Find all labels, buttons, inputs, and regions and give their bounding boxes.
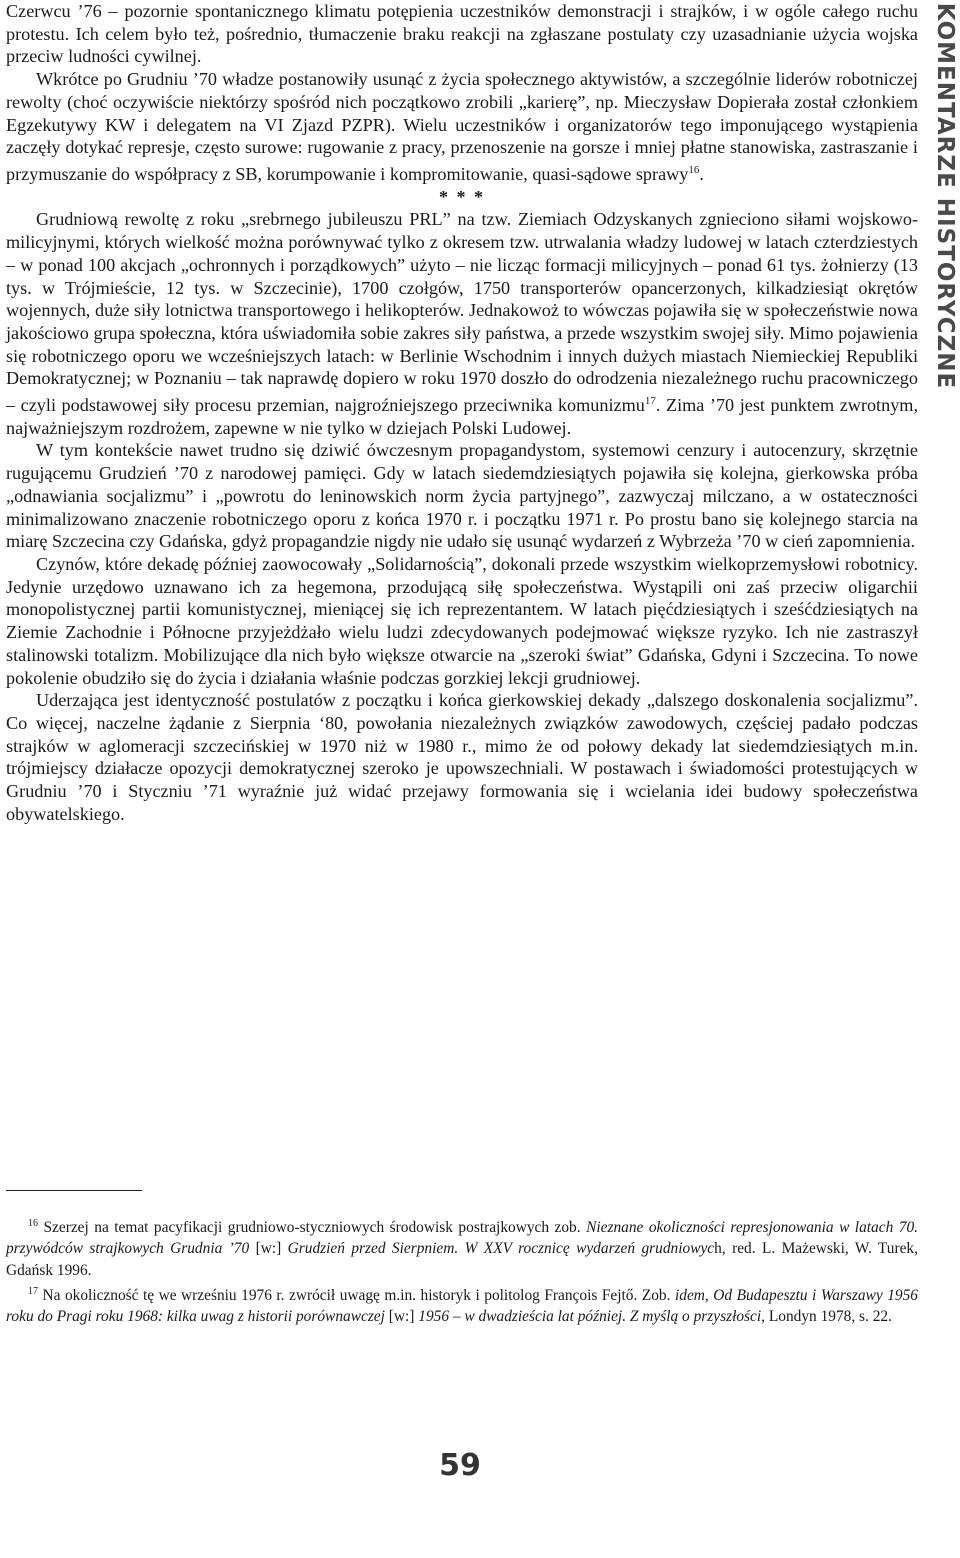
paragraph-2-end: . xyxy=(699,163,704,184)
footnote-separator xyxy=(6,1190,142,1191)
footnote-16-number: 16 xyxy=(28,1218,38,1229)
paragraph-6: Uderzająca jest identyczność postulatów z początku i końca gierkowskiej dekady „dalszego doskonalenia socjalizmu”. Co więcej, naczelne żądanie z Sierpnia ‘80, powołania niezależnych związków zawodowych, częściej padało podczas strajków w aglomeracji szczecińskiej w 1970 niż w 1980 r., mimo że od połowy dekady lat siedemdziesiątych m.in. trójmiejscy działacze opozycji demokratycznej szeroko je upowszechniali. W postawach i świadomości protestujących w Grudniu ’70 i Styczniu ’71 wyraźnie już widać przejawy formowania się i wcielania idei budowy społeczeństwa obywatelskiego. xyxy=(6,690,918,824)
page-number: 59 xyxy=(439,1448,481,1483)
footnote-16 xyxy=(6,1213,918,1281)
footnote-16-title-b: Grudzień przed Sierpniem. W XXV rocznicę wydarzeń grudniowyc xyxy=(287,1240,715,1258)
footnote-17-number: 17 xyxy=(28,1286,38,1298)
paragraph-5: Czynów, które dekadę później zaowocowały „Solidarnością”, dokonali przede wszystkim wielkoprzemysłowi robotnicy. Jedynie urzędowo uznawano ich za hegemona, przodującą siłę społeczeństwa. Wystąpili oni zaś przeciw oligarchii monopolistycznej partii komunistycznej, mieniącej się ich reprezentantem. W latach pięćdziesiątych i sześćdziesiątych na Ziemie Zachodnie i Północne przyjeżdżało wielu ludzi zdecydowanych podejmować większe ryzyko. Ich nie zastraszył stalinowski totalizm. Mobilizujące dla nich było większe otwarcie na „szeroki świat” Gdańska, Gdyni i Szczecina. To nowe pokolenie obudziło się do życia i działania właśnie podczas gorzkiej lekcji grudniowej. xyxy=(6,554,918,688)
paragraph-3-end: . Zima ’70 jest punktem zwrotnym, najważniejszym rozdrożem, zapewne w nie tylko w dziejach Polski Ludowej. xyxy=(6,395,918,438)
footnote-16-text-c: h, red. L. Mażewski, W. Turek, Gdańsk 1996. xyxy=(6,1240,918,1279)
paragraph-1: Czerwcu ’76 – pozornie spontanicznego klimatu potępienia uczestników demonstracji i strajków, i w ogóle całego ruchu protestu. Ich celem było też, pośrednio, tłumaczenie braku reakcji na zgłaszane postulaty czy uzasadnianie użycia wojska przeciw ludności cywilnej. xyxy=(6,1,918,67)
paragraph-2 xyxy=(6,68,918,186)
footnote-17-title-b: 1956 – w dwadzieścia lat później. Z myślą o przyszłości xyxy=(418,1308,762,1326)
main-text xyxy=(6,0,918,825)
footnote-17-text-a: Na okoliczność tę we wrześniu 1976 r. zwrócił uwagę m.in. historyk i politolog François Fejtő. Zob. xyxy=(42,1287,675,1305)
running-header-side xyxy=(930,2,960,390)
footnotes xyxy=(6,1213,918,1328)
footnote-16-text-a: Szerzej na temat pacyfikacji grudniowo-styczniowych środowisk postrajkowych zob. xyxy=(43,1219,587,1237)
footnote-ref-17[interactable]: 17 xyxy=(644,395,656,408)
footnote-16-text-b: [w:] xyxy=(249,1240,288,1258)
paragraph-2-text: Wkrótce po Grudniu ’70 władze postanowiły usunąć z życia społecznego aktywistów, a szczególnie liderów robotniczej rewolty (choć oczywiście niektórzy spośród nich początkowo zrobili „karierę”, np. Mieczysław Dopierała został członkiem Egzekutywy KW i delegatem na VI Zjazd PZPR). Wielu uczestników i organizatorów tego imponującego wystąpienia zaczęły dotykać represje, często surowe: rugowanie z pracy, przenoszenie na gorsze i mniej płatne stanowiska, zastraszanie i przymuszanie do współpracy z SB, korumpowanie i kompromitowanie, quasi-sądowe sprawy xyxy=(6,69,918,184)
side-title-text: KOMENTARZE HISTORYCZNE xyxy=(932,2,958,390)
footnote-17-text-b: [w:] xyxy=(384,1308,419,1326)
paragraph-3 xyxy=(6,208,918,439)
footnote-ref-16[interactable]: 16 xyxy=(688,163,700,176)
paragraph-3-text: Grudniową rewoltę z roku „srebrnego jubileuszu PRL” na tzw. Ziemiach Odzyskanych zgnieciono siłami wojskowo-milicyjnymi, których wielkość można porównywać tylko z okresem tzw. utrwalania władzy ludowej w latach czterdziestych – w ponad 100 akcjach „ochronnych i porządkowych” użyto – nie licząc formacji milicyjnych – ponad 61 tys. żołnierzy (13 tys. w Trójmieście, 12 tys. w Szczecinie), 1700 czołgów, 1750 transporterów opancerzonych, kilkadziesiąt okrętów wojennych, duże siły lotnictwa transportowego i helikopterów. Jednakowoż to wówczas pojawiła się w społeczeństwie nowa jakościowo grupa społeczna, która uświadomiła sobie zakres siły państwa, a przede wszystkim swojej siły. Mimo pojawienia się robotniczego oporu we wcześniejszych latach: w Berlinie Wschodnim i innych dużych miastach Niemieckiej Republiki Demokratycznej; w Poznaniu – tak naprawdę dopiero w roku 1970 doszło do odrodzenia niezależnego ruchu pracowniczego – czyli podstawowej siły procesu przemian, najgroźniejszego przeciwnika komunizmu xyxy=(6,209,918,416)
footnote-17-title-a: idem, Od Budapesztu i Warszawy 1956 roku do Pragi roku 1968: kilka uwag z historii porównawczej xyxy=(6,1287,918,1326)
footnote-17-text-c: , Londyn 1978, s. 22. xyxy=(761,1308,892,1326)
paragraph-4: W tym kontekście nawet trudno się dziwić ówczesnym propagandystom, systemowi cenzury i autocenzury, skrzętnie rugującemu Grudzień ’70 z narodowej pamięci. Gdy w latach siedemdziesiątych pojawiła się kolejna, gierkowska próba „odnawiania socjalizmu” i „powrotu do leninowskich norm życia partyjnego”, zazwyczaj milczano, a w ostateczności minimalizowano znaczenie robotniczego oporu z końca 1970 r. i początku 1971 r. Po prostu bano się kolejnego starcia na miarę Szczecina czy Gdańska, gdyż propagandzie nigdy nie udało się usunąć wydarzeń z Wybrzeża ’70 w cień zapomnienia. xyxy=(6,440,918,552)
footnote-17 xyxy=(6,1281,918,1328)
footnote-16-title-a: Nieznane okoliczności represjonowania w latach 70. przywódców strajkowych Grudnia ’70 xyxy=(6,1219,918,1258)
section-separator: * * * xyxy=(439,186,485,207)
